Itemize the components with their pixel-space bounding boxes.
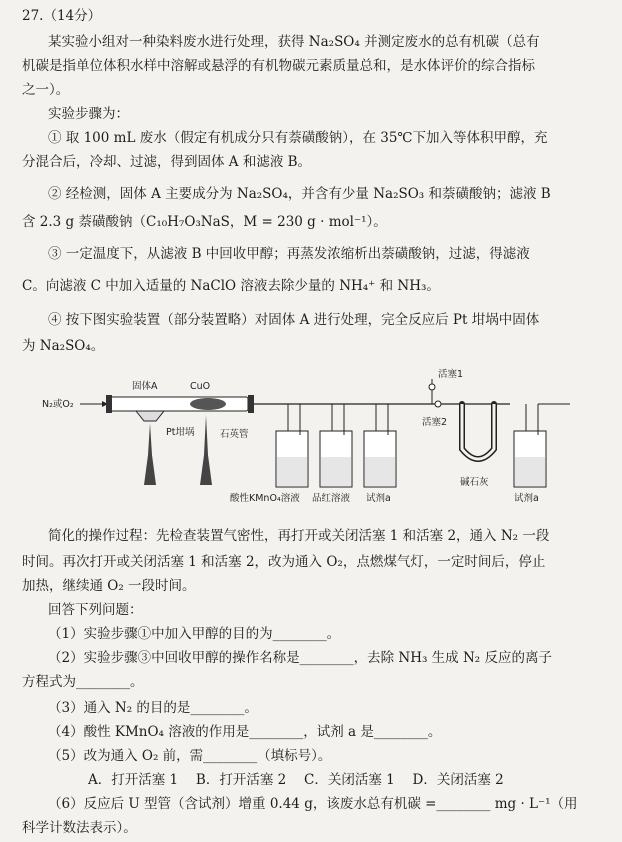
step4-line-1: ④ 按下图实验装置（部分装置略）对固体 A 进行处理，完全反应后 Pt 坩埚中固体 [48,312,540,328]
intro-line-2: 机碳是指单位体积水样中溶解或悬浮的有机物碳元素质量总和，是水体评价的综合指标 [22,58,535,74]
question-2-line-2: 方程式为________。 [22,674,144,690]
tube-stopper-right [248,395,254,413]
soda-lime-label: 碱石灰 [460,477,489,488]
answer-title: 回答下列问题： [48,602,143,618]
tube-label: 石英管 [220,429,249,440]
valve-2 [435,401,441,407]
bottle3-label: 试剂a [366,493,391,504]
bottle-kmno4 [276,404,308,487]
bottle4-label: 试剂a [514,493,539,504]
tube-stopper-left [106,395,112,413]
valve1-label: 活塞1 [438,369,464,380]
cuo-label: CuO [190,381,211,392]
question-2-line-1: （2）实验步骤③中回收甲醇的操作名称是________，去除 NH₃ 生成 N₂ 反应的离子 [48,650,552,666]
burner-left [144,423,156,485]
u-tube [462,404,494,459]
bottle2-label: 品红溶液 [312,493,351,504]
solid-a-label: 固体A [132,381,158,392]
question-5: （5）改为通入 O₂ 前，需________（填标号）。 [48,748,332,764]
quartz-tube [110,397,248,411]
valve2-label: 活塞2 [422,417,448,428]
cuo-packing [190,398,226,410]
question-1: （1）实验步骤①中加入甲醇的目的为________。 [48,626,341,642]
intro-line-3: 之一）。 [22,82,70,98]
crucible-label: Pt坩埚 [166,427,195,438]
question-header: 27.（14分） [22,8,102,24]
inlet-label: N₂或O₂ [42,399,74,410]
steps-title: 实验步骤为： [48,106,129,122]
bottle-reagent-a-2 [514,404,570,487]
step3-line-2: C。向滤液 C 中加入适量的 NaClO 溶液去除少量的 NH₄⁺ 和 NH₃。 [22,278,440,294]
procedure-line-3: 加热，继续通 O₂ 一段时间。 [22,578,196,594]
step2-line-2: 含 2.3 g 萘磺酸钠（C₁₀H₇O₃NaS，M = 230 g · mol⁻¹）。 [22,214,387,230]
intro-line-1: 某实验小组对一种染料废水进行处理，获得 Na₂SO₄ 并测定废水的总有机碳（总有 [48,34,540,50]
question-5-options: A．打开活塞 1 B．打开活塞 2 C．关闭活塞 1 D．关闭活塞 2 [88,772,504,788]
question-4: （4）酸性 KMnO₄ 溶液的作用是________，试剂 a 是________。 [48,724,442,740]
step1-line-2: 分混合后，冷却、过滤，得到固体 A 和滤液 B。 [22,154,312,170]
burner-right [200,415,212,485]
procedure-line-2: 时间。再次打开或关闭活塞 1 和活塞 2，改为通入 O₂，点燃煤气灯，一定时间后，停止 [22,554,546,570]
bottle-magenta [320,404,352,487]
valve-1 [429,379,435,404]
bottle1-label: 酸性KMnO₄溶液 [230,493,300,504]
step3-line-1: ③ 一定温度下，从滤液 B 中回收甲醇；再蒸发浓缩析出萘磺酸钠，过滤，得滤液 [48,246,530,262]
step2-line-1: ② 经检测，固体 A 主要成分为 Na₂SO₄，并含有少量 Na₂SO₃ 和萘磺酸钠；滤液 B [48,186,551,202]
step1-line-1: ① 取 100 mL 废水（假定有机成分只有萘磺酸钠），在 35℃下加入等体积甲醇，充 [48,130,548,146]
step4-line-2: 为 Na₂SO₄。 [22,338,105,354]
procedure-line-1: 简化的操作过程：先检查装置气密性，再打开或关闭活塞 1 和活塞 2，通入 N₂ 一段 [48,528,550,544]
question-6-line-1: （6）反应后 U 型管（含试剂）增重 0.44 g，该废水总有机碳 =________ mg · L⁻¹（用 [48,796,578,812]
apparatus-diagram [40,365,600,515]
pt-crucible [136,411,164,421]
question-3: （3）通入 N₂ 的目的是________。 [48,700,258,716]
question-6-line-2: 科学计数法表示）。 [22,820,137,836]
bottle-reagent-a [364,404,396,487]
